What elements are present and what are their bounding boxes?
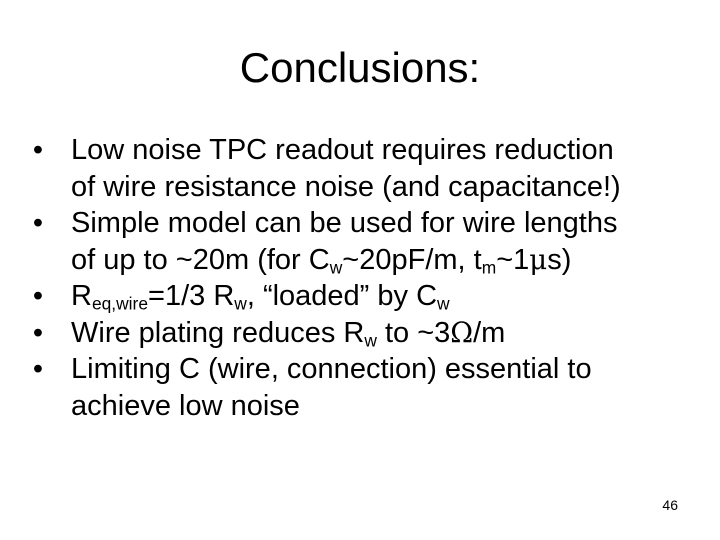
bullet-4-text-c: /m	[473, 316, 506, 349]
subscript-w: w	[329, 256, 343, 277]
bullet-5-line-1: Limiting C (wire, connection) essential to	[71, 353, 592, 385]
bullet-2-text-c: ~1	[496, 243, 530, 276]
bullet-2-text-d: s)	[547, 243, 572, 276]
omega-symbol: Ω	[450, 316, 474, 349]
subscript-w: w	[437, 293, 450, 314]
bullet-marker: •	[32, 207, 44, 239]
bullet-2-line-1: Simple model can be used for wire lengths	[71, 207, 618, 239]
bullet-2-text-a: of up to ~20m (for C	[71, 243, 330, 276]
bullet-1-line-2: of wire resistance noise (and capacitance!)	[71, 170, 621, 203]
bullet-4-line-1	[71, 315, 698, 352]
bullet-1-line-1: Low noise TPC readout requires reduction	[71, 134, 614, 166]
slide-title: Conclusions:	[239, 44, 481, 91]
bullet-3-text-b: =1/3 R	[148, 280, 235, 312]
bullet-marker: •	[32, 134, 44, 166]
bullet-2-line-2	[71, 242, 698, 279]
bullet-marker: •	[32, 280, 44, 312]
page-number: 46	[662, 497, 678, 513]
bullet-item-5	[28, 351, 698, 424]
subscript-w: w	[364, 329, 377, 350]
bullet-3-line-1	[71, 278, 698, 315]
bullet-5-line-2: achieve low noise	[71, 389, 300, 422]
bullet-4-text-a: Wire plating reduces R	[71, 316, 365, 349]
subscript-eq-wire: eq,wire	[91, 293, 149, 314]
subscript-w: w	[234, 293, 247, 314]
bullet-item-3	[28, 278, 698, 315]
mu-symbol: μ	[529, 243, 548, 276]
bullet-item-1	[28, 132, 698, 205]
bullet-4-text-b: to ~3	[376, 316, 451, 349]
bullet-marker: •	[32, 316, 44, 349]
bullet-3-text-c: , “loaded” by C	[246, 280, 438, 312]
bullet-2-text-b: ~20pF/m, t	[342, 243, 482, 276]
bullet-marker: •	[32, 353, 44, 385]
bullet-3-text-a: R	[71, 280, 92, 312]
bullet-item-2	[28, 205, 698, 278]
bullet-item-4	[28, 315, 698, 352]
subscript-m: m	[481, 256, 497, 277]
bullet-list	[28, 132, 698, 424]
